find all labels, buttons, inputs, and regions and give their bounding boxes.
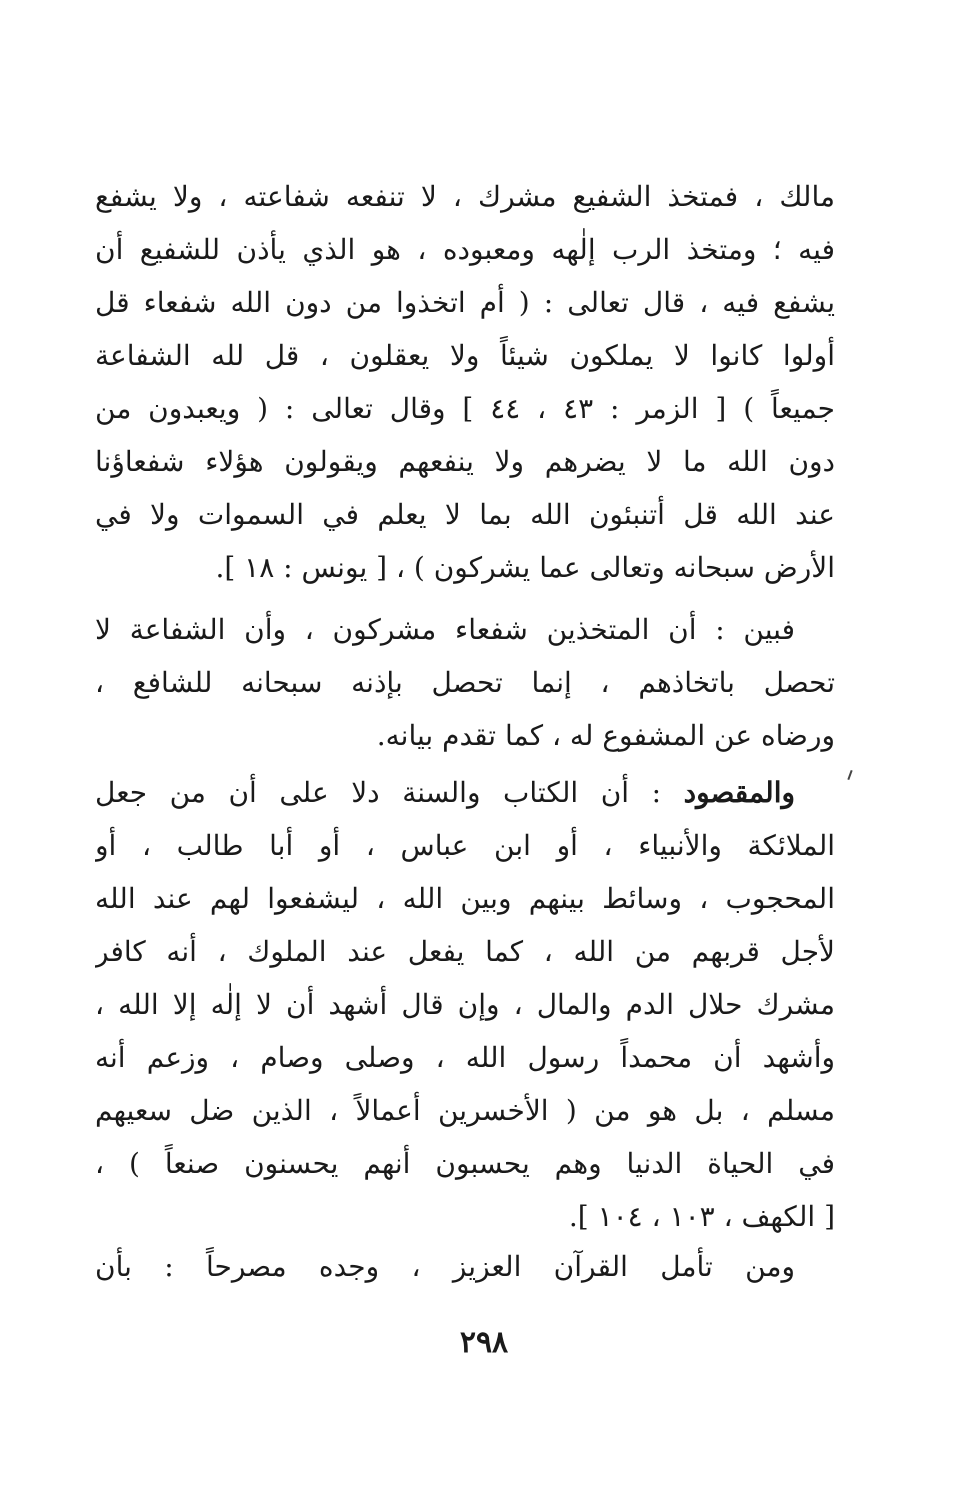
text-line: مالك ، فمتخذ الشفيع مشرك ، لا تنفعه شفاعته ، ولا يشفع [95,180,835,213]
text-line: الأرض سبحانه وتعالى عما يشركون ) ، [ يونس : ١٨ ]. [215,551,835,584]
text-line: وأشهد أن محمداً رسول الله ، وصلى وصام ، وزعم أنه [95,1041,835,1074]
text-line: في الحياة الدنيا وهم يحسبون أنهم يحسنون صنعاً ) ، [95,1147,835,1180]
text-line: مشرك حلال الدم والمال ، وإن قال أشهد أن لا إلٰه إلا الله ، [95,988,835,1021]
paragraph-3 [95,766,835,1243]
lead-bold-word: والمقصود [683,776,795,809]
text-line: يشفع فيه ، قال تعالى : ( أم اتخذوا من دون الله شفعاء قل [95,286,835,319]
text-line: عند الله قل أتنبئون الله بما لا يعلم في السموات ولا في [95,498,835,531]
paragraph-1 [95,170,835,594]
text-line: دون الله ما لا يضرهم ولا ينفعهم ويقولون هؤلاء شفعاؤنا [95,445,835,478]
paragraph-4 [95,1240,835,1293]
text-line: الملائكة والأنبياء ، أو ابن عباس ، أو أبا طالب ، أو [95,829,835,862]
margin-mark [847,770,852,780]
text-line: ومن تأمل القرآن العزيز ، وجده مصرحاً : بأن [95,1250,795,1283]
text-line: جميعاً ) [ الزمر : ٤٣ ، ٤٤ ] وقال تعالى : ( ويعبدون من [95,392,835,425]
text-line: لأجل قربهم من الله ، كما يفعل عند الملوك ، أنه كافر [95,935,835,968]
first-line-rest: : أن الكتاب والسنة دلا على أن من جعل [95,776,684,809]
text-line: [ الكهف ، ١٠٣ ، ١٠٤ ]. [568,1200,835,1233]
text-line: مسلم ، بل هو من ( الأخسرين أعمالاً ، الذين ضل سعيهم [95,1094,835,1127]
text-line: أولوا كانوا لا يملكون شيئاً ولا يعقلون ، قل لله الشفاعة [95,339,835,372]
text-line: المحجوب ، وسائط بينهم وبين الله ، ليشفعوا لهم عند الله [95,882,835,915]
text-line: ورضاه عن المشفوع له ، كما تقدم بيانه. [376,719,835,752]
text-line: فيه ؛ ومتخذ الرب إلٰهه ومعبوده ، هو الذي يأذن للشفيع أن [95,233,835,266]
text-line: تحصل باتخاذهم ، إنما تحصل بإذنه سبحانه للشافع ، [95,666,835,699]
paragraph-2 [95,603,835,762]
text-line-first [95,766,835,819]
text-line: فبين : أن المتخذين شفعاء مشركون ، وأن الشفاعة لا [95,613,795,646]
page-number: ٢٩٨ [459,1325,509,1360]
